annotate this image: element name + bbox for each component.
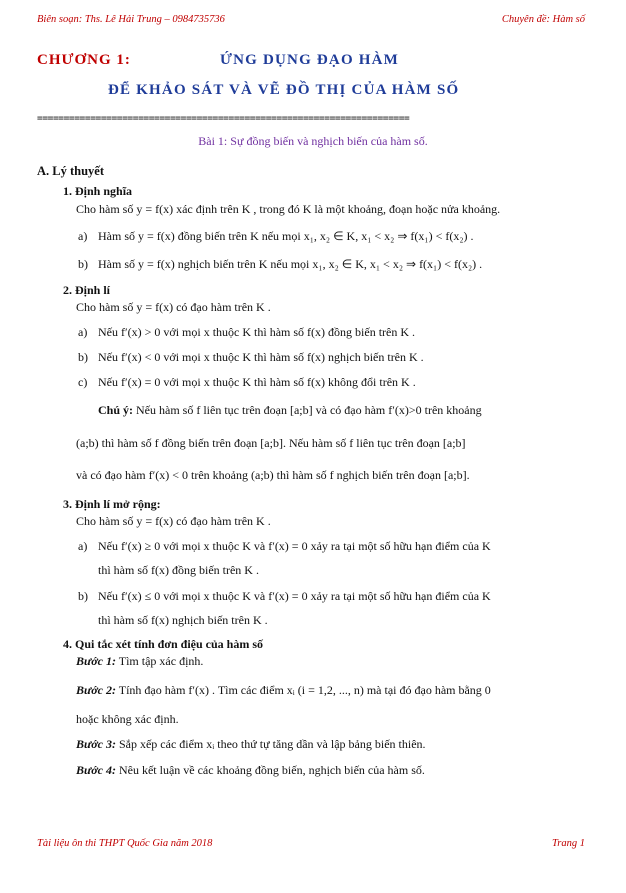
s2-item-c (78, 375, 416, 390)
s3-item-a-label: a) (78, 539, 88, 553)
s1-intro: Cho hàm số y = f(x) xác định trên K , trong đó K là một khoảng, đoạn hoặc nửa khoảng. (76, 202, 501, 216)
s1-item-b (78, 257, 482, 272)
s4-step4 (76, 763, 425, 778)
header-author: Biên soạn: Ths. Lê Hải Trung – 0984735736 (37, 14, 225, 25)
s4-step1 (76, 654, 203, 669)
s4-step2-label: Bước 2: (76, 683, 116, 697)
footer-page-number: Trang 1 (552, 838, 585, 849)
s2-intro: Cho hàm số y = f(x) có đạo hàm trên K . (76, 300, 271, 314)
s2-note-line3: và có đạo hàm f′(x) < 0 trên khoảng (a;b) thì hàm số f nghịch biến trên đoạn [a;b]. (76, 468, 470, 482)
s4-heading: 4. Qui tắc xét tính đơn điệu của hàm số (63, 637, 264, 651)
s2-item-c-text: Nếu f′(x) = 0 với mọi x thuộc K thì hàm số f(x) không đổi trên K . (98, 375, 416, 389)
separator-rule: ====================================================================== (37, 113, 410, 123)
s2-note-label: Chú ý: (98, 403, 134, 417)
s3-item-a-line1 (78, 539, 491, 554)
s4-step2 (76, 683, 491, 698)
header-topic: Chuyên đề: Hàm số (501, 14, 585, 25)
s4-step1-label: Bước 1: (76, 654, 116, 668)
s3-item-a-text1: Nếu f′(x) ≥ 0 với mọi x thuộc K và f′(x) = 0 xảy ra tại một số hữu hạn điểm của K (98, 539, 491, 553)
s1-item-a-label: a) (78, 229, 88, 243)
s2-item-b-label: b) (78, 350, 88, 364)
s2-note-line2: (a;b) thì hàm số f đồng biến trên đoạn [a;b]. Nếu hàm số f liên tục trên đoạn [a;b] (76, 436, 466, 450)
s4-step3-text: Sắp xếp các điểm xᵢ theo thứ tự tăng dần và lập bảng biến thiên. (118, 737, 426, 751)
chapter-label: CHƯƠNG 1: (37, 52, 131, 68)
s3-heading: 3. Định lí mở rộng: (63, 497, 161, 511)
s4-step3 (76, 737, 426, 752)
s4-step4-label: Bước 4: (76, 763, 116, 777)
s4-step2-cont: hoặc không xác định. (76, 712, 179, 726)
s3-intro: Cho hàm số y = f(x) có đạo hàm trên K . (76, 514, 271, 528)
s4-step3-label: Bước 3: (76, 737, 116, 751)
s1-item-b-label: b) (78, 257, 88, 271)
s2-item-b-text: Nếu f′(x) < 0 với mọi x thuộc K thì hàm số f(x) nghịch biến trên K . (98, 350, 424, 364)
s3-item-b-label: b) (78, 589, 88, 603)
s3-item-b-line2: thì hàm số f(x) nghịch biến trên K . (98, 613, 268, 627)
s4-step1-text: Tìm tập xác định. (118, 654, 204, 668)
s2-item-c-label: c) (78, 375, 88, 389)
s2-item-b (78, 350, 424, 365)
s3-item-b-text1: Nếu f′(x) ≤ 0 với mọi x thuộc K và f′(x) = 0 xảy ra tại một số hữu hạn điểm của K (98, 589, 491, 603)
s2-note-text1: Nếu hàm số f liên tục trên đoạn [a;b] và có đạo hàm f′(x)>0 trên khoảng (136, 403, 482, 417)
s4-step4-text: Nêu kết luận về các khoảng đồng biến, nghịch biến của hàm số. (118, 763, 425, 777)
chapter-title-line2: ĐỂ KHẢO SÁT VÀ VẼ ĐỒ THỊ CỦA HÀM SỐ (108, 82, 460, 98)
s1-heading: 1. Định nghĩa (63, 184, 133, 198)
s3-item-b-line1 (78, 589, 491, 604)
s3-item-a-line2: thì hàm số f(x) đồng biến trên K . (98, 563, 259, 577)
s2-heading: 2. Định lí (63, 283, 111, 297)
s1-item-b-text: Hàm số y = f(x) nghịch biến trên K nếu mọi x₁, x₂ ∈ K, x₁ < x₂ ⇒ f(x₁) < f(x₂) . (98, 257, 483, 271)
chapter-title-line1: ỨNG DỤNG ĐẠO HÀM (220, 52, 400, 68)
section-a-heading: A. Lý thuyết (37, 164, 105, 178)
s1-item-a-text: Hàm số y = f(x) đồng biến trên K nếu mọi x₁, x₂ ∈ K, x₁ < x₂ ⇒ f(x₁) < f(x₂) . (98, 229, 474, 243)
s2-item-a-label: a) (78, 325, 88, 339)
s2-item-a-text: Nếu f′(x) > 0 với mọi x thuộc K thì hàm số f(x) đồng biến trên K . (98, 325, 416, 339)
s2-item-a (78, 325, 415, 340)
footer-left: Tài liệu ôn thi THPT Quốc Gia năm 2018 (37, 838, 213, 849)
s4-step2-text: Tính đạo hàm f′(x) . Tìm các điểm xᵢ (i = 1,2, ..., n) mà tại đó đạo hàm bằng 0 (118, 683, 491, 697)
s2-note-line1 (98, 403, 482, 418)
s1-item-a (78, 229, 474, 244)
lesson-title: Bài 1: Sự đồng biến và nghịch biến của hàm số. (198, 134, 428, 148)
